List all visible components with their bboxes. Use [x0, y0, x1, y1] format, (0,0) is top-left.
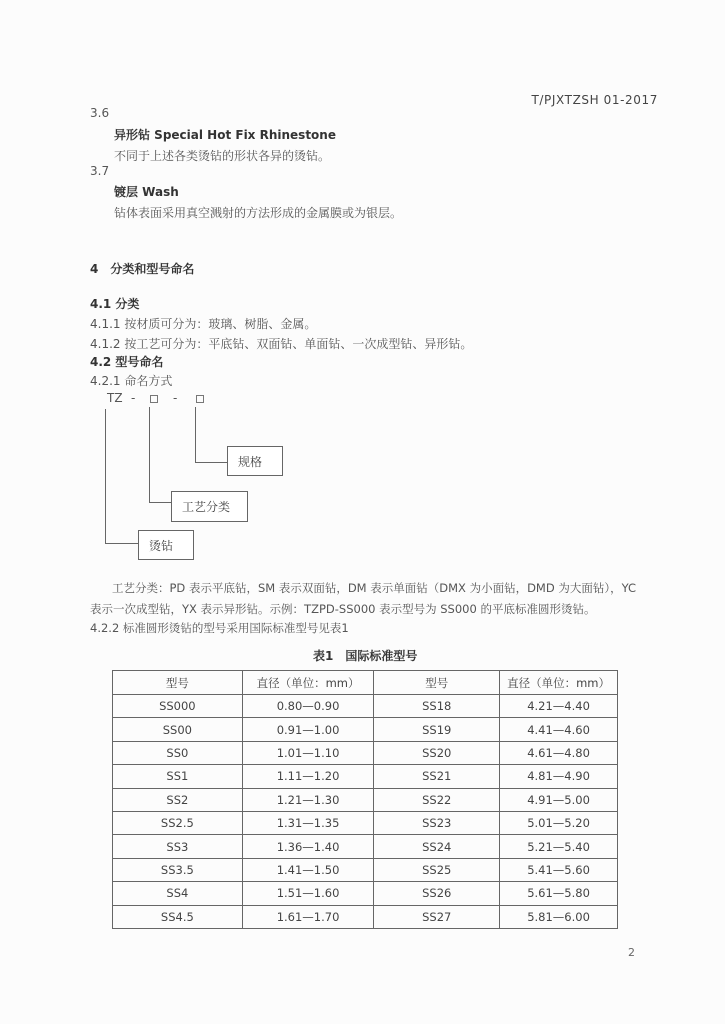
cell-diameter: 4.81—4.90	[500, 765, 618, 788]
connector-product-horizontal	[105, 543, 138, 544]
cell-model: SS00	[113, 718, 243, 741]
label-box-process: 工艺分类	[171, 491, 248, 522]
connector-process-horizontal	[149, 502, 171, 503]
connector-process-vertical	[149, 407, 150, 502]
header-diameter-1: 直径（单位：mm）	[242, 671, 374, 695]
section-4-1-heading: 4.1 分类	[90, 297, 140, 311]
header-model-2: 型号	[374, 671, 500, 695]
cell-diameter: 0.80—0.90	[242, 695, 374, 718]
cell-diameter: 5.61—5.80	[500, 882, 618, 905]
connector-product-vertical	[105, 409, 106, 543]
naming-dash-2: -	[173, 391, 178, 405]
cell-model: SS4.5	[113, 905, 243, 928]
cell-model: SS19	[374, 718, 500, 741]
cell-model: SS3	[113, 835, 243, 858]
cell-model: SS18	[374, 695, 500, 718]
clause-4-2-2: 4.2.2 标准圆形烫钻的型号采用国际标准型号见表1	[90, 621, 349, 635]
cell-model: SS24	[374, 835, 500, 858]
cell-model: SS1	[113, 765, 243, 788]
cell-model: SS27	[374, 905, 500, 928]
cell-diameter: 1.36—1.40	[242, 835, 374, 858]
cell-model: SS21	[374, 765, 500, 788]
cell-diameter: 1.21—1.30	[242, 788, 374, 811]
cell-diameter: 1.31—1.35	[242, 811, 374, 834]
term-special-rhinestone: 异形钻 Special Hot Fix Rhinestone	[114, 128, 336, 142]
clause-number-3-6: 3.6	[90, 106, 110, 120]
cell-model: SS0	[113, 741, 243, 764]
clause-4-2-1: 4.2.1 命名方式	[90, 374, 173, 388]
cell-model: SS4	[113, 882, 243, 905]
table-row	[113, 882, 618, 905]
cell-diameter: 1.01—1.10	[242, 741, 374, 764]
cell-diameter: 5.01—5.20	[500, 811, 618, 834]
placeholder-square-spec	[196, 395, 204, 403]
connector-spec-horizontal	[195, 462, 227, 463]
cell-diameter: 1.61—1.70	[242, 905, 374, 928]
label-box-spec: 规格	[227, 446, 283, 476]
table-row	[113, 858, 618, 881]
table-row	[113, 788, 618, 811]
definition-wash: 钻体表面采用真空溅射的方法形成的金属膜或为银层。	[114, 206, 403, 220]
cell-model: SS2.5	[113, 811, 243, 834]
table-header-row	[113, 671, 618, 695]
table-row	[113, 905, 618, 928]
cell-diameter: 4.91—5.00	[500, 788, 618, 811]
label-box-product: 烫钻	[138, 530, 194, 560]
header-model-1: 型号	[113, 671, 243, 695]
clause-4-1-2: 4.1.2 按工艺可分为：平底钻、双面钻、单面钻、一次成型钻、异形钻。	[90, 337, 473, 351]
cell-model: SS2	[113, 788, 243, 811]
table-row	[113, 695, 618, 718]
section-4-heading: 4 分类和型号命名	[90, 262, 195, 276]
cell-model: SS20	[374, 741, 500, 764]
term-wash: 镀层 Wash	[114, 185, 179, 199]
clause-number-3-7: 3.7	[90, 164, 110, 178]
clause-4-1-1: 4.1.1 按材质可分为：玻璃、树脂、金属。	[90, 317, 317, 331]
naming-dash-1: -	[131, 391, 136, 405]
cell-diameter: 1.51—1.60	[242, 882, 374, 905]
cell-diameter: 4.41—4.60	[500, 718, 618, 741]
cell-diameter: 4.21—4.40	[500, 695, 618, 718]
explanation-line-2: 表示一次成型钻，YX 表示异形钻。示例：TZPD-SS000 表示型号为 SS000 的平底标准圆形烫钻。	[90, 602, 596, 616]
cell-diameter: 0.91—1.00	[242, 718, 374, 741]
page-number: 2	[628, 946, 635, 959]
table-row	[113, 835, 618, 858]
section-4-2-heading: 4.2 型号命名	[90, 355, 164, 369]
table-row	[113, 718, 618, 741]
cell-model: SS000	[113, 695, 243, 718]
cell-diameter: 1.11—1.20	[242, 765, 374, 788]
definition-special-rhinestone: 不同于上述各类烫钻的形状各异的烫钻。	[114, 149, 331, 163]
table-row	[113, 741, 618, 764]
cell-diameter: 5.41—5.60	[500, 858, 618, 881]
cell-diameter: 4.61—4.80	[500, 741, 618, 764]
cell-model: SS25	[374, 858, 500, 881]
table-row	[113, 765, 618, 788]
cell-model: SS3.5	[113, 858, 243, 881]
table-caption: 表1 国际标准型号	[313, 649, 418, 663]
cell-model: SS26	[374, 882, 500, 905]
cell-model: SS23	[374, 811, 500, 834]
cell-diameter: 5.21—5.40	[500, 835, 618, 858]
cell-diameter: 5.81—6.00	[500, 905, 618, 928]
standard-size-table	[112, 670, 618, 929]
explanation-line-1: 工艺分类：PD 表示平底钻，SM 表示双面钻，DM 表示单面钻（DMX 为小面钻，DMD 为大面钻），YC	[112, 581, 637, 595]
cell-model: SS22	[374, 788, 500, 811]
placeholder-square-process	[150, 395, 158, 403]
standard-number: T/PJXTZSH 01-2017	[531, 93, 658, 107]
table-row	[113, 811, 618, 834]
connector-spec-vertical	[195, 407, 196, 462]
cell-diameter: 1.41—1.50	[242, 858, 374, 881]
naming-prefix: TZ	[107, 391, 123, 405]
header-diameter-2: 直径（单位：mm）	[500, 671, 618, 695]
